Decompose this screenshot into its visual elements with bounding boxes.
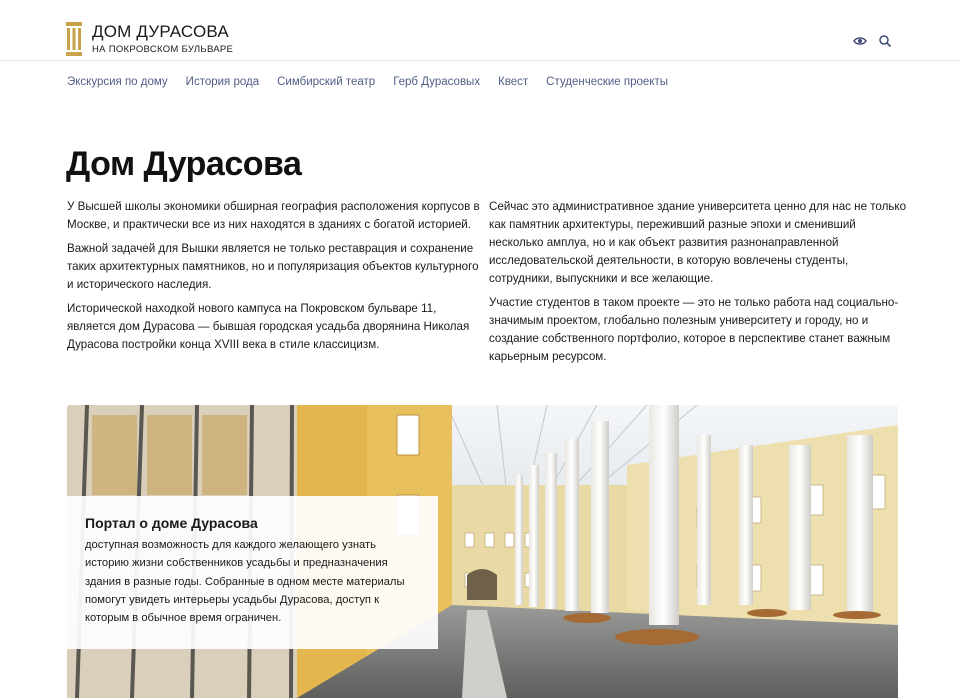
site-header	[0, 0, 960, 61]
portal-info-card	[67, 496, 438, 649]
nav-item-theater[interactable]: Симбирский театр	[277, 76, 376, 88]
brand-title[interactable]: ДОМ ДУРАСОВА	[92, 22, 229, 41]
text-column-right	[489, 198, 907, 372]
paragraph: Исторической находкой нового кампуса на Покровском бульваре 11, является дом Дурасова — бывшая городская усадьба дворянина Николая Дурасова постройки конца XVIII века в стиле классицизм.	[67, 302, 470, 351]
card-title: Портал о доме Дурасова	[85, 515, 258, 531]
main-nav	[67, 76, 668, 92]
brand-subtitle: НА ПОКРОВСКОМ БУЛЬВАРЕ	[92, 44, 234, 55]
eye-icon[interactable]	[853, 34, 867, 48]
nav-item-excursion[interactable]: Экскурсия по дому	[67, 76, 168, 88]
search-icon[interactable]	[878, 34, 892, 48]
paragraph: Важной задачей для Вышки является не только реставрация и сохранение таких архитектурных памятников, но и популяризация объектов культурного и исторического наследия.	[67, 242, 479, 291]
card-text: доступная возможность для каждого желающего узнать историю жизни собственников усадьбы и предназначения здания в разные годы. Собранные в одном месте материалы помогут увидеть интерьеры усадьбы Дурасова, доступ к которым в обычное время ограничен.	[85, 539, 405, 625]
text-column-left	[67, 198, 485, 360]
nav-item-student-projects[interactable]: Студенческие проекты	[546, 76, 668, 88]
paragraph: Сейчас это административное здание университета ценно для нас не только как памятник архитектуры, переживший разные эпохи и сменивший несколько амплуа, но и как объект развития разнонаправленной исследовательской деятельности, в которую вовлечены студенты, сотрудники, выпускники и все желающие.	[489, 200, 907, 285]
paragraph: У Высшей школы экономики обширная география расположения корпусов в Москве, и практически все из них находятся в зданиях с богатой историей.	[67, 200, 480, 231]
building-columns-logo[interactable]	[66, 22, 82, 56]
paragraph: Участие студентов в таком проекте — это не только работа над социально-значимым проектом, глобально полезным университету и городу, но и создание собственного портфолио, которое в перспективе станет важным карьерным ресурсом.	[489, 296, 899, 363]
nav-item-history[interactable]: История рода	[185, 76, 260, 88]
page-title: Дом Дурасова	[66, 145, 302, 183]
nav-item-coat-of-arms[interactable]: Герб Дурасовых	[393, 76, 481, 88]
nav-item-quest[interactable]: Квест	[498, 76, 529, 88]
